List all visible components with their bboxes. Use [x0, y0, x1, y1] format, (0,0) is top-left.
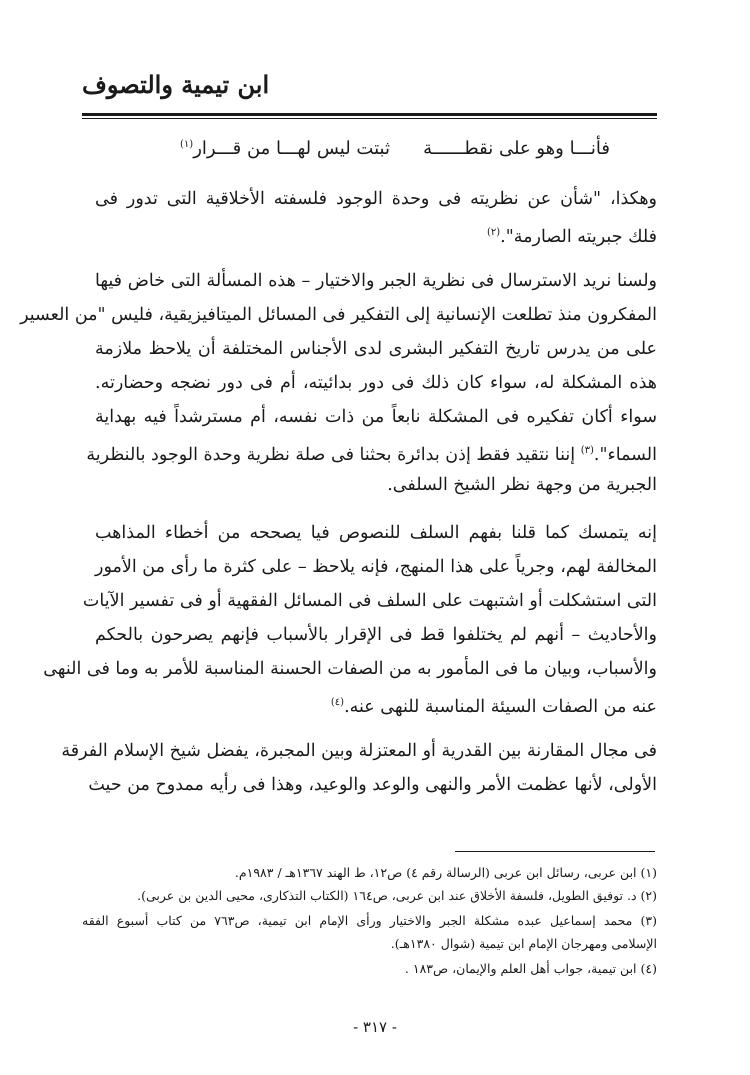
header-rule	[82, 113, 657, 116]
text-line	[86, 434, 657, 468]
text-line: والأسباب، وبيان ما فى المأمور به من الصفات الحسنة المناسبة للأمر به وما فى النهى	[43, 659, 657, 679]
text-line-content: السماء".	[593, 444, 657, 465]
verse-second-text: ثبتت ليس لهـــا من قـــرار	[193, 138, 390, 159]
text-line: ولسنا نريد الاسترسال فى نظرية الجبر والاختيار – هذه المسألة التى خاض فيها	[95, 271, 657, 291]
footnote-marker: (٤)	[330, 697, 345, 708]
text-line: على من يدرس تاريخ التفكير البشرى لدى الأجناس المختلفة أن يلاحظ ملازمة	[95, 339, 657, 359]
text-line: والأحاديث – أنهم لم يختلفوا قط فى الإقرار بالأسباب فإنهم يصرحون بالحكم	[95, 625, 657, 645]
text-line: فى مجال المقارنة بين القدرية أو المعتزلة وبين المجبرة، يفضل شيخ الإسلام الفرقة	[61, 741, 657, 761]
footnote: (٢) د. توفيق الطويل، فلسفة الأخلاق عند ابن عربى، ص١٦٤ (الكتاب التذكارى، محيى الدين بن عربى).	[137, 888, 657, 903]
footnote: (١) ابن عربى، رسائل ابن عربى (الرسالة رقم ٤) ص١٢، ط الهند ١٣٦٧هـ / ١٩٨٣م.	[234, 865, 657, 880]
text-line: المفكرون منذ تطلعت الإنسانية إلى التفكير فى المسائل الميتافيزيقية، فليس "من العسير	[20, 305, 657, 325]
text-line	[95, 216, 657, 250]
header-rule-thin	[82, 118, 657, 119]
text-line: الجبرية من وجهة نظر الشيخ السلفى.	[387, 475, 657, 495]
footnote-marker: (٢)	[486, 227, 501, 238]
running-header-title: ابن تيمية والتصوف	[82, 70, 270, 99]
verse-second-hemistich	[180, 138, 390, 159]
text-line: التى استشكلت أو اشتبهت على السلف فى المسائل الفقهية أو فى تفسير الآيات	[82, 591, 657, 611]
text-line	[95, 686, 657, 720]
text-line-content: إننا نتقيد فقط إذن بدائرة بحثنا فى صلة نظرية وحدة الوجود بالنظرية	[86, 444, 581, 465]
footnote-marker: (١)	[180, 139, 194, 150]
page-number: - ٣١٧ -	[353, 1018, 397, 1036]
verse-first-hemistich	[423, 138, 610, 159]
verse-first-text: فأنـــا وهو على نقطــــــة	[423, 138, 610, 159]
text-line: إنه يتمسك كما قلنا بفهم السلف للنصوص فيا يصححه من أخطاء المذاهب	[95, 523, 657, 543]
text-line-content: فلك جبريته الصارمة".	[500, 226, 657, 247]
footnote: الإسلامى ومهرجان الإمام ابن تيمية (شوال ١٣٨٠هـ).	[390, 936, 657, 951]
text-line-content: عنه من الصفات السيئة المناسبة للنهى عنه.	[344, 696, 657, 717]
footnote-separator	[455, 851, 655, 852]
footnote: (٤) ابن تيمية، جواب أهل العلم والإيمان، ص١٨٣ .	[404, 961, 657, 976]
text-line: سواء أكان تفكيره فى المشكلة نابعاً من ذات نفسه، أم مسترشداً فيه بهداية	[95, 407, 657, 427]
text-line: المخالفة لهم، وجرياً على هذا المنهج، فإنه يلاحظ – على كثرة ما رأى من الأمور	[95, 557, 657, 577]
footnote: (٣) محمد إسماعيل عبده مشكلة الجبر والاختيار ورأى الإمام ابن تيمية، ص٧٦٣ من كتاب أسبوع الفقه	[82, 913, 657, 928]
text-line: الأولى، لأنها عظمت الأمر والنهى والوعد والوعيد، وهذا فى رأيه ممدوح من حيث	[88, 775, 657, 795]
text-line: وهكذا، "شأن عن نظريته فى وحدة الوجود فلسفته الأخلاقية التى تدور فى	[95, 189, 657, 209]
text-line: هذه المشكلة له، سواء كان ذلك فى دور بدائيته، أم فى دور نضجه وحضارته.	[95, 373, 657, 393]
footnote-marker: (٣)	[580, 445, 594, 456]
